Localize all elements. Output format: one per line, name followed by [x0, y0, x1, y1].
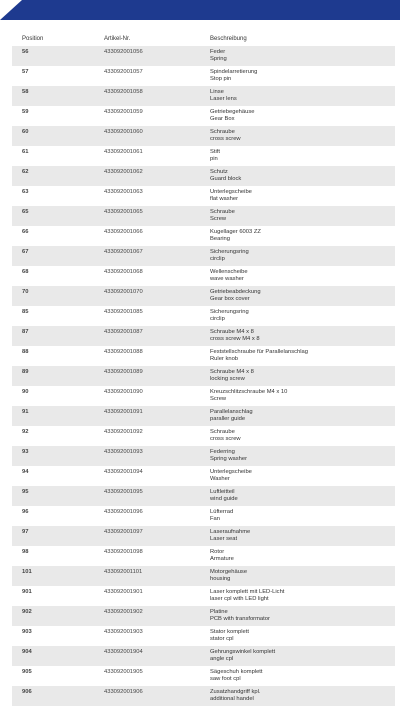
row-position: 61: [22, 149, 29, 155]
row-description-en: Spring washer: [210, 456, 248, 462]
table-row: [12, 266, 395, 286]
row-description-en: cross screw: [210, 436, 241, 442]
row-position: 59: [22, 109, 29, 115]
row-description: [210, 229, 261, 243]
row-description-de: Schraube: [210, 209, 235, 215]
row-position: 87: [22, 329, 29, 335]
row-description-en: Fan: [210, 516, 220, 522]
row-position: 85: [22, 309, 29, 315]
row-article-number: 433092001902: [104, 609, 143, 615]
row-description-de: Getriebeabdeckung: [210, 289, 261, 295]
table-row: [12, 386, 395, 406]
row-position: 66: [22, 229, 29, 235]
row-description-de: Laseraufnahme: [210, 529, 251, 535]
row-position: 98: [22, 549, 29, 555]
row-description: [210, 349, 308, 363]
row-position: 63: [22, 189, 29, 195]
table-row: [12, 166, 395, 186]
table-row: [12, 626, 395, 646]
row-description-en: stator cpl: [210, 636, 234, 642]
row-description: [210, 509, 233, 523]
row-description: [210, 529, 250, 543]
table-row: [12, 586, 395, 606]
row-description-de: Spindelarretierung: [210, 69, 258, 75]
row-description-de: Kreuzschlitzschraube M4 x 10: [210, 389, 288, 395]
row-description-en: Laser lens: [210, 96, 237, 102]
table-row: [12, 426, 395, 446]
row-article-number: 433092001094: [104, 469, 143, 475]
table-row: [12, 126, 395, 146]
row-description-de: Sicherungsring: [210, 309, 249, 315]
row-position: 901: [22, 589, 32, 595]
row-description-de: Linse: [210, 89, 224, 95]
row-description: [210, 69, 257, 83]
row-description-en: Screw: [210, 216, 227, 222]
band-wedge: [0, 0, 22, 20]
row-description-en: angle cpl: [210, 656, 234, 662]
row-description: [210, 589, 284, 603]
row-description-en: saw foot cpl: [210, 676, 241, 682]
table-row: [12, 406, 395, 426]
row-description-de: Unterlegscheibe: [210, 469, 252, 475]
row-position: 903: [22, 629, 32, 635]
row-article-number: 433092001065: [104, 209, 143, 215]
table-row: [12, 286, 395, 306]
row-article-number: 433092001063: [104, 189, 143, 195]
row-position: 60: [22, 129, 29, 135]
row-position: 62: [22, 169, 29, 175]
row-description-en: Stop pin: [210, 76, 232, 82]
row-article-number: 433092001906: [104, 689, 143, 695]
row-article-number: 433092001904: [104, 649, 143, 655]
row-description: [210, 489, 238, 503]
row-description: [210, 549, 234, 563]
row-description-en: paraller guide: [210, 416, 246, 422]
table-row: [12, 326, 395, 346]
row-description: [210, 389, 287, 403]
row-article-number: 433092001091: [104, 409, 143, 415]
row-position: 902: [22, 609, 32, 615]
row-description-de: Platine: [210, 609, 228, 615]
row-description: [210, 129, 241, 143]
row-description: [210, 329, 260, 343]
top-color-band: [0, 0, 400, 20]
row-description-en: Armature: [210, 556, 234, 562]
row-description-de: Kugellager 6003 ZZ: [210, 229, 261, 235]
row-description: [210, 609, 270, 623]
row-description-en: Ruler knob: [210, 356, 239, 362]
row-description-en: Laser seat: [210, 536, 238, 542]
row-description: [210, 669, 263, 683]
header-position: Position: [22, 36, 44, 42]
row-description-en: cross screw: [210, 136, 241, 142]
row-article-number: 433092001070: [104, 289, 143, 295]
row-description: [210, 429, 241, 443]
table-row: [12, 686, 395, 706]
row-article-number: 433092001062: [104, 169, 143, 175]
table-header: [0, 32, 400, 46]
row-description-en: circlip: [210, 256, 225, 262]
row-description-de: Schraube M4 x 8: [210, 369, 254, 375]
row-description-de: Laser komplett mit LED-Licht: [210, 589, 285, 595]
row-position: 57: [22, 69, 29, 75]
row-article-number: 433092001095: [104, 489, 143, 495]
header-description: Beschreibung: [210, 36, 247, 42]
row-position: 94: [22, 469, 29, 475]
row-description-en: laser cpl with LED light: [210, 596, 269, 602]
row-article-number: 433092001059: [104, 109, 143, 115]
row-description-en: housing: [210, 576, 231, 582]
table-row: [12, 606, 395, 626]
row-article-number: 433092001101: [104, 569, 143, 575]
row-description-en: pin: [210, 156, 218, 162]
row-description-de: Luftleitteil: [210, 489, 235, 495]
row-article-number: 433092001066: [104, 229, 143, 235]
row-article-number: 433092001093: [104, 449, 143, 455]
table-row: [12, 306, 395, 326]
table-row: [12, 106, 395, 126]
row-description: [210, 449, 247, 463]
row-description: [210, 629, 249, 643]
row-article-number: 433092001089: [104, 369, 143, 375]
row-article-number: 433092001096: [104, 509, 143, 515]
row-article-number: 433092001097: [104, 529, 143, 535]
row-description-en: cross screw M4 x 8: [210, 336, 260, 342]
table-row: [12, 486, 395, 506]
row-description-en: Bearing: [210, 236, 230, 242]
row-description: [210, 369, 254, 383]
table-row: [12, 366, 395, 386]
row-description: [210, 109, 254, 123]
row-position: 70: [22, 289, 29, 295]
row-description: [210, 169, 241, 183]
row-description: [210, 249, 249, 263]
row-article-number: 433092001088: [104, 349, 143, 355]
table-row: [12, 666, 395, 686]
parts-table: [12, 46, 395, 706]
row-description-de: Sicherungsring: [210, 249, 249, 255]
row-position: 91: [22, 409, 29, 415]
row-description-en: locking screw: [210, 376, 245, 382]
row-description-de: Zusatzhandgriff kpl.: [210, 689, 261, 695]
row-description-de: Stator komplett: [210, 629, 249, 635]
table-row: [12, 206, 395, 226]
table-row: [12, 446, 395, 466]
row-article-number: 433092001056: [104, 49, 143, 55]
row-position: 68: [22, 269, 29, 275]
row-position: 92: [22, 429, 29, 435]
row-description-de: Lüfterrad: [210, 509, 234, 515]
table-row: [12, 546, 395, 566]
table-row: [12, 346, 395, 366]
table-row: [12, 566, 395, 586]
row-article-number: 433092001058: [104, 89, 143, 95]
row-article-number: 433092001098: [104, 549, 143, 555]
table-row: [12, 246, 395, 266]
row-description: [210, 269, 248, 283]
row-description-en: PCB with transformator: [210, 616, 270, 622]
row-article-number: 433092001092: [104, 429, 143, 435]
table-row: [12, 466, 395, 486]
row-description: [210, 569, 247, 583]
row-article-number: 433092001067: [104, 249, 143, 255]
table-row: [12, 646, 395, 666]
row-article-number: 433092001903: [104, 629, 143, 635]
row-position: 906: [22, 689, 32, 695]
row-description-en: circlip: [210, 316, 225, 322]
row-position: 88: [22, 349, 29, 355]
row-position: 93: [22, 449, 29, 455]
row-article-number: 433092001090: [104, 389, 143, 395]
row-description-de: Gehrungswinkel komplett: [210, 649, 276, 655]
table-row: [12, 86, 395, 106]
row-position: 95: [22, 489, 29, 495]
row-article-number: 433092001057: [104, 69, 143, 75]
row-description-de: Parallelanschlag: [210, 409, 253, 415]
row-position: 65: [22, 209, 29, 215]
row-description: [210, 309, 249, 323]
row-description-en: flat washer: [210, 196, 239, 202]
row-description-en: Gear box cover: [210, 296, 250, 302]
row-description-de: Schraube: [210, 429, 235, 435]
row-description: [210, 209, 235, 223]
row-description: [210, 469, 252, 483]
row-description-en: Washer: [210, 476, 230, 482]
row-description-en: wave washer: [210, 276, 244, 282]
row-description-de: Rotor: [210, 549, 225, 555]
row-description-en: Spring: [210, 56, 227, 62]
row-position: 56: [22, 49, 29, 55]
row-description-en: additional handel: [210, 696, 254, 702]
row-article-number: 433092001901: [104, 589, 143, 595]
row-position: 97: [22, 529, 29, 535]
row-description-de: Schraube: [210, 129, 235, 135]
row-description-en: Screw: [210, 396, 227, 402]
row-description: [210, 649, 275, 663]
row-description: [210, 409, 253, 423]
row-position: 90: [22, 389, 29, 395]
table-row: [12, 146, 395, 166]
row-description: [210, 89, 237, 103]
row-description-de: Stift: [210, 149, 220, 155]
row-description-de: Federring: [210, 449, 235, 455]
table-row: [12, 506, 395, 526]
row-article-number: 433092001905: [104, 669, 143, 675]
row-position: 58: [22, 89, 29, 95]
row-description: [210, 49, 227, 63]
row-description-en: Gear Box: [210, 116, 235, 122]
row-position: 905: [22, 669, 32, 675]
table-row: [12, 526, 395, 546]
row-description: [210, 689, 260, 703]
row-description-de: Feder: [210, 49, 226, 55]
row-article-number: 433092001061: [104, 149, 143, 155]
row-description-de: Schraube M4 x 8: [210, 329, 254, 335]
row-article-number: 433092001085: [104, 309, 143, 315]
table-row: [12, 226, 395, 246]
row-description-de: Unterlegscheibe: [210, 189, 252, 195]
row-article-number: 433092001068: [104, 269, 143, 275]
row-description-de: Schutz: [210, 169, 228, 175]
row-description: [210, 189, 252, 203]
table-row: [12, 46, 395, 66]
row-description-de: Sägeschuh komplett: [210, 669, 263, 675]
row-description-en: wind guide: [210, 496, 238, 502]
row-description-de: Wellenscheibe: [210, 269, 248, 275]
row-position: 904: [22, 649, 32, 655]
row-description-de: Getriebegehäuse: [210, 109, 255, 115]
row-position: 101: [22, 569, 32, 575]
row-description-de: Motorgehäuse: [210, 569, 248, 575]
row-description: [210, 289, 261, 303]
table-row: [12, 66, 395, 86]
header-article: Artikel-Nr.: [104, 36, 131, 42]
row-description-de: Feststellschraube für Parallelanschlag: [210, 349, 308, 355]
row-position: 96: [22, 509, 29, 515]
table-row: [12, 186, 395, 206]
row-article-number: 433092001060: [104, 129, 143, 135]
row-description-en: Guard block: [210, 176, 242, 182]
row-position: 89: [22, 369, 29, 375]
row-description: [210, 149, 220, 163]
row-article-number: 433092001087: [104, 329, 143, 335]
row-position: 67: [22, 249, 29, 255]
